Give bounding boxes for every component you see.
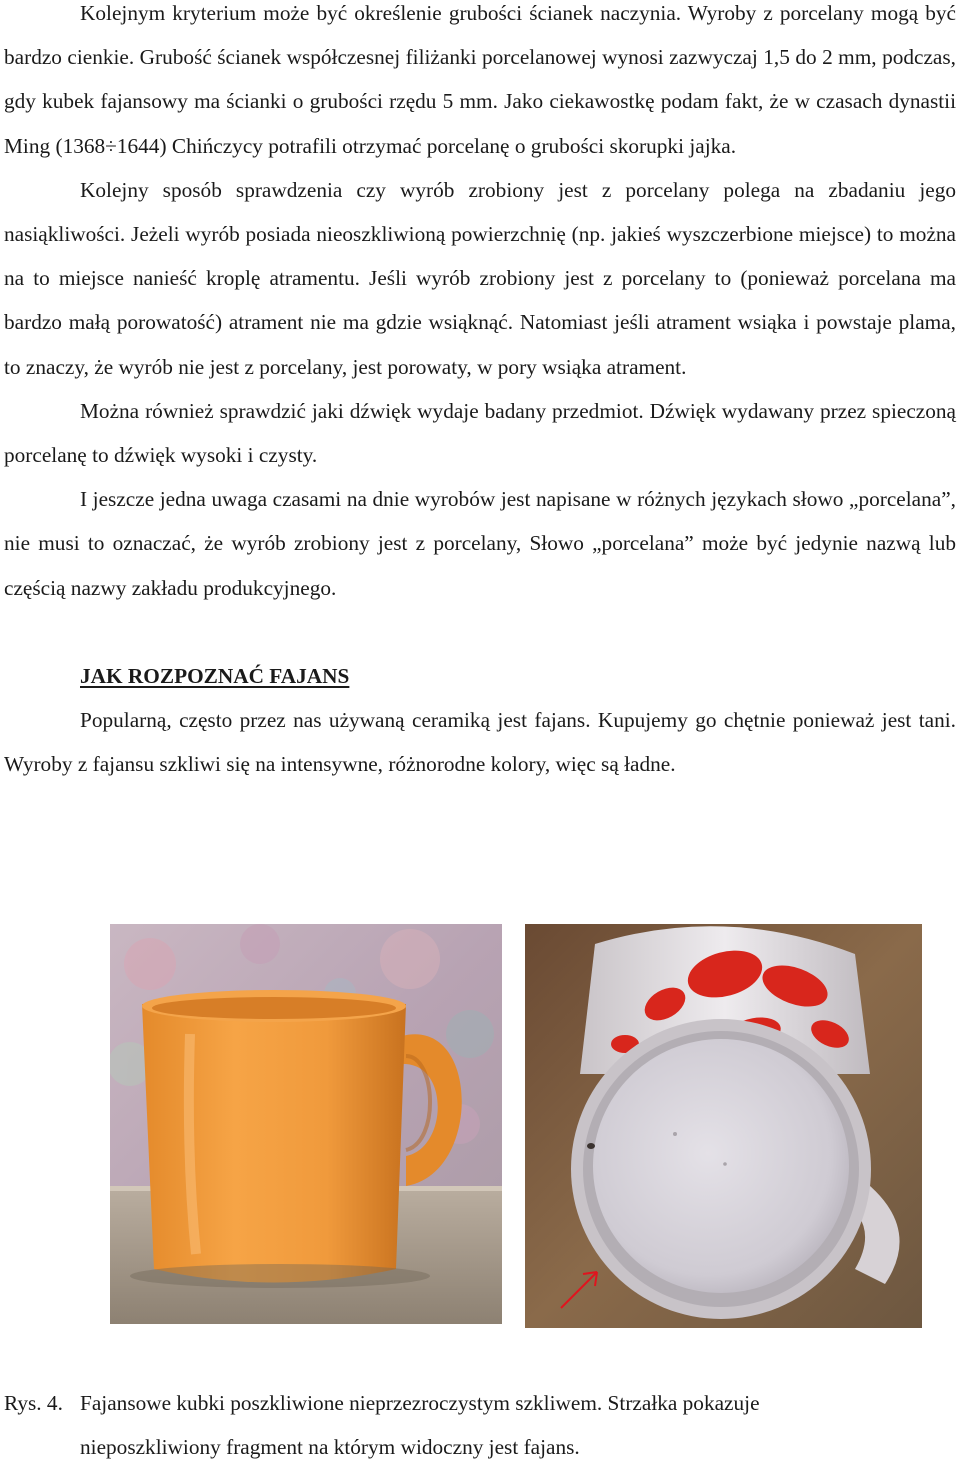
caption-label: Rys. 4.	[4, 1391, 63, 1415]
orange-mug-photo	[110, 924, 502, 1324]
figure-caption	[4, 1381, 956, 1469]
paragraph-absorbency: Kolejny sposób sprawdzenia czy wyrób zrobiony jest z porcelany polega na zbadaniu jego nasiąkliwości. Jeżeli wyrób posiada nieoszkliwioną powierzchnię (np. jakieś wyszczerbione miejsce) to można na to miejsce nanieść kroplę atramentu. Jeśli wyrób zrobiony jest z porcelany to (ponieważ porcelana ma bardzo małą porowatość) atrament nie ma gdzie wsiąknąć. Natomiast jeśli atrament wsiąka i powstaje plama, to znaczy, że wyrób nie jest z porcelany, jest porowaty, w pory wsiąka atrament.	[4, 177, 956, 379]
caption-line-2: nieposzkliwiony fragment na którym widoczny jest fajans.	[80, 1435, 580, 1460]
paragraph-porcelain-word: I jeszcze jedna uwaga czasami na dnie wyrobów jest napisane w różnych językach słowo „porcelana”, nie musi to oznaczać, że wyrób zrobiony jest z porcelany, Słowo „porcelana” może być jedynie nazwą lub częścią nazwy zakładu produkcyjnego.	[4, 487, 956, 600]
paragraph-faience-intro: Popularną, często przez nas używaną ceramiką jest fajans. Kupujemy go chętnie ponieważ jest tani. Wyroby z fajansu szkliwi się na intensywne, różnorodne kolory, więc są ładne.	[4, 708, 956, 777]
paragraph-wall-thickness: Kolejnym kryterium może być określenie grubości ścianek naczynia. Wyroby z porcelany mogą być bardzo cienkie. Grubość ścianek współczesnej filiżanki porcelanowej wynosi zazwyczaj 1,5 do 2 mm, podczas, gdy kubek fajansowy ma ścianki o grubości rzędu 5 mm. Jako ciekawostkę podam fakt, że w czasach dynastii Ming (1368÷1644) Chińczycy potrafili otrzymać porcelanę o grubości skorupki jajka.	[4, 1, 956, 158]
caption-line-1: Fajansowe kubki poszkliwione nieprzezroczystym szkliwem. Strzałka pokazuje	[80, 1391, 760, 1415]
paragraph-sound: Można również sprawdzić jaki dźwięk wydaje badany przedmiot. Dźwięk wydawany przez spieczoną porcelanę to dźwięk wysoki i czysty.	[4, 398, 956, 468]
section-heading: JAK ROZPOZNAĆ FAJANS	[80, 663, 350, 688]
mug-bottom-photo	[525, 924, 922, 1328]
figure-photos	[110, 924, 922, 1328]
document-page	[4, 0, 956, 786]
